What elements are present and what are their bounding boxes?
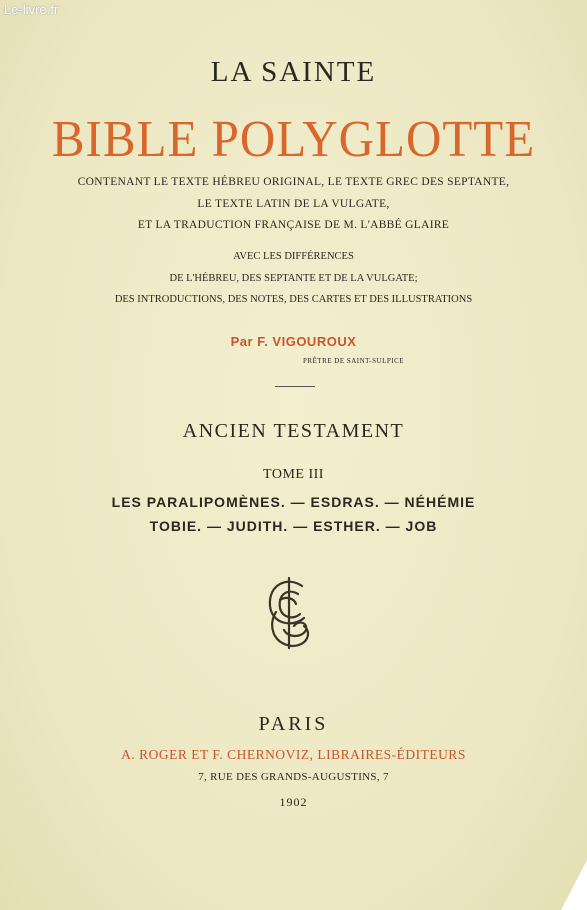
section-title: ANCIEN TESTAMENT (182, 420, 405, 442)
subtitle-line-6: DES INTRODUCTIONS, DES NOTES, DES CARTES ET DES ILLUSTRATIONS (114, 294, 473, 305)
subtitle-line-1: CONTENANT LE TEXTE HÉBREU ORIGINAL, LE TEXTE GREC DES SEPTANTE, (77, 176, 510, 188)
subtitle-line-5: DE L'HÉBREU, DES SEPTANTE ET DE LA VULGATE; (169, 273, 418, 284)
torn-corner (561, 860, 587, 910)
title-line-2: BIBLE POLYGLOTTE (51, 109, 536, 168)
city: PARIS (258, 713, 329, 735)
watermark: Le-livre.fr (4, 2, 59, 17)
title-line-1: LA SAINTE (210, 56, 377, 88)
subtitle-line-3: ET LA TRADUCTION FRANÇAISE DE M. L'ABBÉ GLAIRE (137, 219, 450, 231)
publisher: A. ROGER ET F. CHERNOVIZ, LIBRAIRES-ÉDITEURS (121, 747, 466, 762)
author: Par F. VIGOUROUX (230, 334, 357, 349)
publisher-monogram-icon (258, 572, 320, 652)
author-title: PRÊTRE DE SAINT-SULPICE (302, 357, 405, 365)
subtitle-line-4: AVEC LES DIFFÉRENCES (233, 251, 354, 262)
volume-label: TOME III (263, 467, 324, 482)
books-line-1: LES PARALIPOMÈNES. — ESDRAS. — NÉHÉMIE (111, 494, 476, 510)
subtitle-line-2: LE TEXTE LATIN DE LA VULGATE, (197, 198, 390, 210)
divider (275, 386, 315, 387)
year: 1902 (279, 795, 308, 809)
books-line-2: TOBIE. — JUDITH. — ESTHER. — JOB (149, 518, 438, 534)
address: 7, RUE DES GRANDS-AUGUSTINS, 7 (198, 771, 389, 783)
